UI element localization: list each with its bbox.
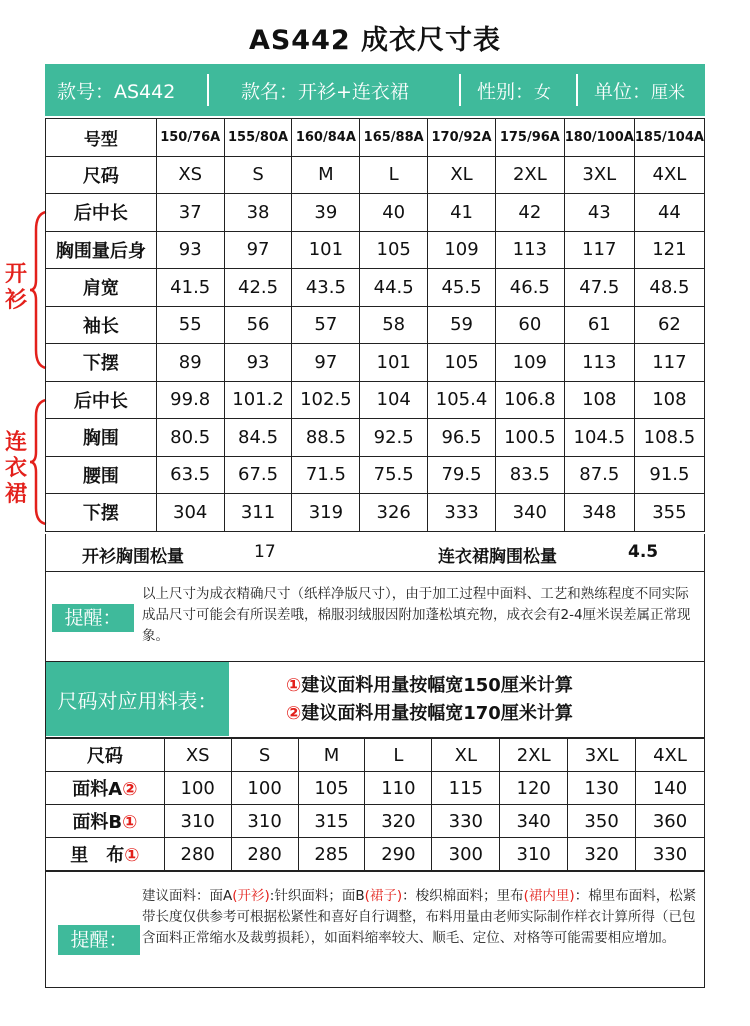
row-label (46, 194, 157, 232)
row-label (46, 494, 157, 532)
table-cell: 304 (156, 494, 224, 532)
note-seg: 棉里布面料，松紧带长度仅供参考可根据松紧性和喜好自行调整，布料用量由老师实际制作样衣计算所得（已包含面料正常缩水及裁剪损耗），如面料缩率较大、顺毛、定位、对格等可能需要相应增加。 (142, 888, 697, 946)
table-cell: 109 (428, 231, 496, 269)
table-cell: 350 (568, 805, 636, 838)
table-cell: 330 (432, 805, 500, 838)
table-cell: 117 (564, 231, 634, 269)
unit-label: 单位： (594, 80, 652, 103)
table-row (46, 419, 705, 457)
size-cell: L (365, 739, 432, 772)
dress-ease-value: 4.5 (628, 542, 659, 562)
table-cell: 310 (500, 838, 568, 871)
tip-marker: ② (286, 703, 302, 724)
reminder-badge: 提醒： (52, 604, 134, 632)
table-cell: 108 (634, 381, 704, 419)
dress-side-label: 连衣裙 (4, 430, 27, 507)
table-cell: 300 (432, 838, 500, 871)
table-cell: 93 (156, 231, 224, 269)
table-row (46, 838, 705, 871)
size-label: 尺码 (46, 156, 157, 194)
table-cell: 99.8 (156, 381, 224, 419)
table-cell: 110 (365, 772, 432, 805)
row-label (46, 772, 165, 805)
size-cell: 3XL (564, 156, 634, 194)
table-cell: 44.5 (360, 269, 428, 307)
row-label-text: 肩宽 (82, 278, 119, 300)
note-seg: ：梭织棉面料；里布 (402, 888, 524, 904)
table-cell: 117 (634, 344, 704, 382)
table-cell: 106.8 (495, 381, 564, 419)
size-cell: XL (428, 156, 496, 194)
table-cell: 330 (636, 838, 705, 871)
divider (207, 74, 209, 106)
table-cell: 46.5 (495, 269, 564, 307)
table-cell: 340 (500, 805, 568, 838)
table-cell: 319 (292, 494, 360, 532)
divider (459, 74, 461, 106)
table-cell: 100 (164, 772, 231, 805)
table-cell: 58 (360, 306, 428, 344)
fabric-size-label: 尺码 (46, 739, 165, 772)
info-header (45, 64, 705, 116)
table-cell: 44 (634, 194, 704, 232)
tip-marker: ① (286, 675, 302, 696)
fabric-title: 尺码对应用料表： (46, 662, 229, 736)
row-label (46, 381, 157, 419)
row-label-text: 后中长 (73, 203, 128, 225)
size-cell: M (292, 156, 360, 194)
table-cell: 100 (231, 772, 298, 805)
table-row (46, 494, 705, 532)
table-cell: 89 (156, 344, 224, 382)
reminder-note (45, 572, 705, 662)
table-cell: 113 (495, 231, 564, 269)
row-label-text: 面料B (72, 812, 123, 833)
table-cell: 104 (360, 381, 428, 419)
size-cell: 4XL (636, 739, 705, 772)
table-cell: 60 (495, 306, 564, 344)
fabric-tips (286, 672, 573, 728)
note-seg: :针织面料；面B (269, 888, 365, 904)
cardigan-rows (46, 194, 705, 382)
table-cell: 333 (428, 494, 496, 532)
note-seg-red: (裙子) (364, 888, 403, 904)
table-cell: 62 (634, 306, 704, 344)
row-label-text: 下摆 (82, 503, 119, 525)
table-cell: 93 (224, 344, 292, 382)
table-cell: 285 (298, 838, 365, 871)
table-cell: 79.5 (428, 456, 496, 494)
cardigan-side-label: 开衫 (4, 262, 27, 313)
row-label (46, 805, 165, 838)
table-cell: 96.5 (428, 419, 496, 457)
table-cell: 47.5 (564, 269, 634, 307)
gender-label: 性别： (477, 80, 535, 103)
table-cell: 104.5 (564, 419, 634, 457)
table-cell: 38 (224, 194, 292, 232)
table-cell: 120 (500, 772, 568, 805)
table-cell: 355 (634, 494, 704, 532)
table-cell: 320 (568, 838, 636, 871)
table-cell: 71.5 (292, 456, 360, 494)
table-cell: 42 (495, 194, 564, 232)
dress-rows (46, 381, 705, 531)
fabric-reminder-badge: 提醒： (58, 925, 140, 955)
table-cell: 100.5 (495, 419, 564, 457)
model-label: 号型 (46, 119, 157, 157)
size-cell: L (360, 156, 428, 194)
gender-value: 女 (534, 82, 552, 103)
size-cell: 4XL (634, 156, 704, 194)
row-label-text: 后中长 (73, 390, 128, 412)
row-label (46, 838, 165, 871)
reminder-text: 以上尺寸为成衣精确尺寸（纸样净版尺寸），由于加工过程中面料、工艺和熟练程度不同实际成品尺寸可能会有所误差哦，棉服羽绒服因附加蓬松填充物，成衣会有2-4厘米误差属正常现象。 (142, 586, 691, 644)
fabric-table (45, 738, 705, 871)
row-label (46, 269, 157, 307)
model-cell: 150/76A (156, 119, 224, 157)
table-row (46, 381, 705, 419)
fabric-reminder-text (142, 886, 698, 949)
note-seg: 建议面料：面A (142, 888, 233, 904)
table-row (46, 194, 705, 232)
table-cell: 108 (564, 381, 634, 419)
table-cell: 42.5 (224, 269, 292, 307)
size-cell: 3XL (568, 739, 636, 772)
table-cell: 105 (298, 772, 365, 805)
table-cell: 130 (568, 772, 636, 805)
table-cell: 43 (564, 194, 634, 232)
size-cell: 2XL (500, 739, 568, 772)
table-cell: 92.5 (360, 419, 428, 457)
size-table (45, 118, 705, 532)
table-cell: 311 (224, 494, 292, 532)
row-label (46, 419, 157, 457)
table-cell: 56 (224, 306, 292, 344)
table-cell: 105 (360, 231, 428, 269)
row-label-text: 面料A (72, 779, 123, 800)
table-cell: 40 (360, 194, 428, 232)
dress-ease-label: 连衣裙胸围松量 (438, 547, 557, 567)
table-row (46, 231, 705, 269)
table-cell: 57 (292, 306, 360, 344)
cardigan-ease-label: 开衫胸围松量 (82, 547, 184, 567)
table-cell: 113 (564, 344, 634, 382)
table-cell: 108.5 (634, 419, 704, 457)
table-cell: 75.5 (360, 456, 428, 494)
table-cell: 360 (636, 805, 705, 838)
table-cell: 101 (292, 231, 360, 269)
model-cell: 155/80A (224, 119, 292, 157)
row-mark: ① (124, 845, 140, 866)
ease-row (45, 534, 705, 572)
size-cell: XS (156, 156, 224, 194)
size-cell: S (224, 156, 292, 194)
fabric-tip-2: 建议面料用量按幅宽170厘米计算 (301, 703, 573, 724)
table-cell: 39 (292, 194, 360, 232)
table-cell: 84.5 (224, 419, 292, 457)
table-cell: 140 (636, 772, 705, 805)
table-cell: 67.5 (224, 456, 292, 494)
note-seg: ： (574, 888, 589, 904)
fabric-size-row (46, 739, 705, 772)
model-cell: 185/104A (634, 119, 704, 157)
table-cell: 115 (432, 772, 500, 805)
divider (576, 74, 578, 106)
model-cell: 170/92A (428, 119, 496, 157)
table-cell: 83.5 (495, 456, 564, 494)
table-row (46, 456, 705, 494)
row-mark: ② (122, 779, 138, 800)
table-cell: 102.5 (292, 381, 360, 419)
fabric-header (45, 662, 705, 738)
table-cell: 55 (156, 306, 224, 344)
style-name: 款名：开衫+连衣裙 (241, 80, 409, 103)
table-cell: 105.4 (428, 381, 496, 419)
table-cell: 340 (495, 494, 564, 532)
fabric-reminder-note (45, 871, 705, 988)
size-cell: M (298, 739, 365, 772)
table-cell: 290 (365, 838, 432, 871)
table-cell: 105 (428, 344, 496, 382)
model-cell: 165/88A (360, 119, 428, 157)
table-cell: 87.5 (564, 456, 634, 494)
table-cell: 43.5 (292, 269, 360, 307)
table-cell: 310 (164, 805, 231, 838)
table-cell: 91.5 (634, 456, 704, 494)
table-cell: 97 (292, 344, 360, 382)
table-cell: 310 (231, 805, 298, 838)
size-cell: S (231, 739, 298, 772)
table-cell: 348 (564, 494, 634, 532)
model-cell: 175/96A (495, 119, 564, 157)
table-cell: 41.5 (156, 269, 224, 307)
row-label (46, 231, 157, 269)
fabric-rows (46, 772, 705, 871)
note-seg-red: (裙内里) (523, 888, 575, 904)
row-label-text: 胸围量后身 (55, 240, 146, 262)
row-label-text: 下摆 (82, 353, 119, 375)
row-label (46, 306, 157, 344)
row-label-text: 腰围 (82, 465, 119, 487)
table-cell: 101 (360, 344, 428, 382)
row-label (46, 344, 157, 382)
row-label-text: 胸围 (82, 428, 119, 450)
model-cell: 160/84A (292, 119, 360, 157)
table-cell: 63.5 (156, 456, 224, 494)
table-cell: 80.5 (156, 419, 224, 457)
row-label (46, 456, 157, 494)
table-cell: 280 (164, 838, 231, 871)
table-cell: 326 (360, 494, 428, 532)
table-cell: 280 (231, 838, 298, 871)
table-cell: 121 (634, 231, 704, 269)
size-row (46, 156, 705, 194)
table-cell: 37 (156, 194, 224, 232)
size-cell: XL (432, 739, 500, 772)
model-cell: 180/100A (564, 119, 634, 157)
row-mark: ① (122, 812, 138, 833)
table-cell: 88.5 (292, 419, 360, 457)
table-cell: 320 (365, 805, 432, 838)
row-label-text: 袖长 (82, 315, 119, 337)
table-cell: 48.5 (634, 269, 704, 307)
unit-value: 厘米 (651, 82, 686, 103)
table-cell: 101.2 (224, 381, 292, 419)
table-cell: 59 (428, 306, 496, 344)
table-row (46, 344, 705, 382)
fabric-tip-1: 建议面料用量按幅宽150厘米计算 (301, 675, 573, 696)
table-cell: 41 (428, 194, 496, 232)
page-title: AS442 成衣尺寸表 (248, 25, 502, 56)
table-cell: 61 (564, 306, 634, 344)
cardigan-ease-value: 17 (254, 542, 276, 562)
note-seg-red: (开衫) (232, 888, 270, 904)
table-cell: 315 (298, 805, 365, 838)
table-row (46, 269, 705, 307)
table-cell: 97 (224, 231, 292, 269)
style-number: 款号：AS442 (57, 80, 176, 103)
table-row (46, 805, 705, 838)
table-cell: 109 (495, 344, 564, 382)
model-row (46, 119, 705, 157)
size-cell: 2XL (495, 156, 564, 194)
size-cell: XS (164, 739, 231, 772)
row-label-text: 里 布 (70, 845, 125, 866)
table-row (46, 306, 705, 344)
table-row (46, 772, 705, 805)
table-cell: 45.5 (428, 269, 496, 307)
